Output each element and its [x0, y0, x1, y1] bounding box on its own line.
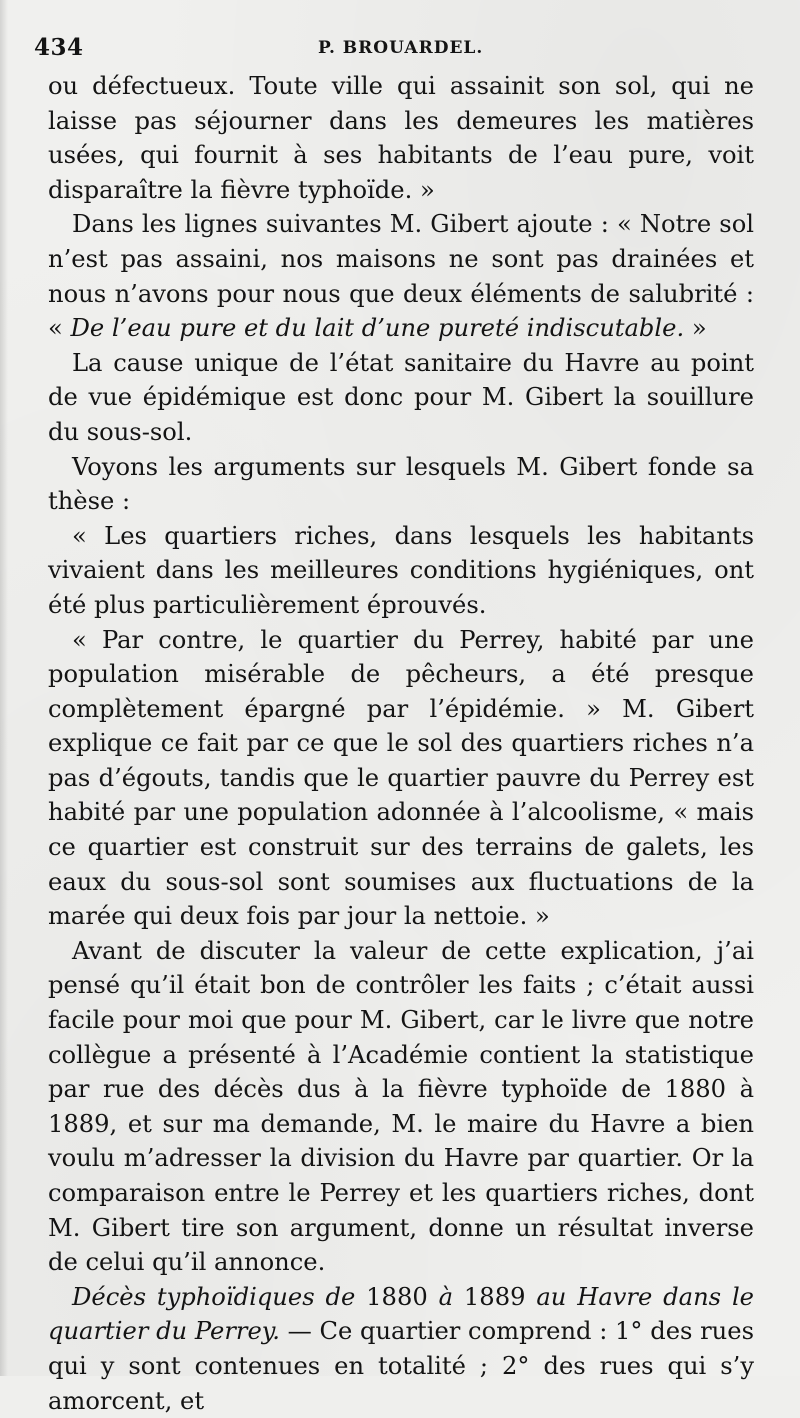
text-run: »: [684, 314, 707, 343]
text-run: 1880: [366, 1282, 428, 1311]
paragraph: [48, 934, 754, 1280]
text-run: ou défectueux. Toute ville qui assainit son sol, qui ne laisse pas séjourner dans les demeures les matières usées, qui fournit à ses habitants de l’eau pure, voit disparaître la fièvre typhoïde. »: [48, 72, 754, 204]
paragraph: [48, 346, 754, 450]
text-run: « Les quartiers riches, dans lesquels les habitants vivaient dans les meilleures conditions hygiéniques, ont été plus particulièrement éprouvés.: [48, 521, 754, 619]
text-run: La cause unique de l’état sanitaire du Havre au point de vue épidémique est donc pour M. Gibert la souillure du sous-sol.: [48, 348, 754, 446]
italic-text: De l’eau pure et du lait d’une pureté indiscutable.: [70, 314, 685, 343]
paragraph: [48, 1280, 754, 1418]
running-head: P. BROUARDEL.: [318, 38, 484, 58]
italic-text: à: [427, 1282, 464, 1311]
text-run: Avant de discuter la valeur de cette explication, j’ai pensé qu’il était bon de contrôler les faits ; c’était aussi facile pour moi que pour M. Gibert, car le livre que notre collègue a présenté à l’Académie contient la statistique par rue des décès dus à la fièvre typhoïde de 1880 à 1889, et sur ma demande, M. le maire du Havre a bien voulu m’adresser la division du Havre par quartier. Or la comparaison entre le Perrey et les quartiers riches, dont M. Gibert tire son argument, donne un résultat inverse de celui qu’il annonce.: [48, 936, 754, 1277]
page-number: 434: [34, 34, 84, 61]
paragraph: [48, 519, 754, 623]
text-run: Dans les lignes suivantes M. Gibert ajoute : « Notre sol n’est pas assaini, nos maisons ne sont pas drainées et nous n’avons pour nous que deux éléments de salubrité : «: [48, 210, 754, 343]
text-run: — Ce quartier comprend : 1° des rues qui y sont contenues en totalité ; 2° des rues qui s’y amorcent, et: [48, 1317, 754, 1415]
text-run: Voyons les arguments sur lesquels M. Gibert fonde sa thèse :: [48, 452, 754, 516]
paragraph: [48, 623, 754, 934]
page-header: [0, 34, 800, 64]
body-text: [48, 69, 754, 1418]
paragraph: [48, 450, 754, 519]
paragraph: [48, 69, 754, 207]
paragraph: [48, 207, 754, 345]
text-run: 1889: [463, 1282, 526, 1311]
italic-text: Décès typhoïdiques de: [72, 1282, 367, 1311]
italic-text: au Havre dans le quartier du Perrey.: [48, 1282, 754, 1346]
text-run: « Par contre, le quartier du Perrey, habité par une population misérable de pêcheurs, a été presque complètement épargné par l’épidémie. » M. Gibert explique ce fait par ce que le sol des quartiers riches n’a pas d’égouts, tandis que le quartier pauvre du Perrey est habité par une population adonnée à l’alcoolisme, « mais ce quartier est construit sur des terrains de galets, les eaux du sous-sol sont soumises aux fluctuations de la marée qui deux fois par jour la nettoie. »: [48, 625, 754, 931]
